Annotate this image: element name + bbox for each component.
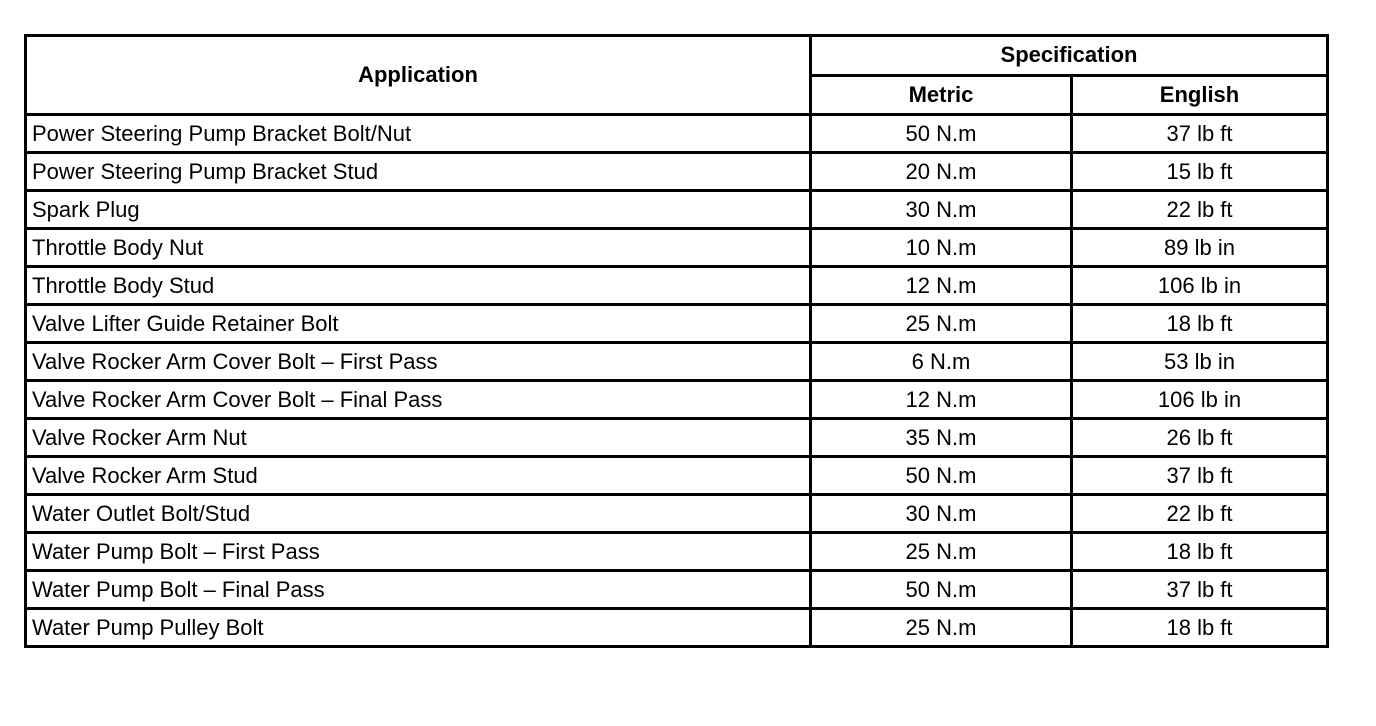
english-cell: 106 lb in <box>1072 381 1328 419</box>
table-row <box>26 419 1328 457</box>
table-row <box>26 115 1328 153</box>
table-body <box>26 115 1328 647</box>
english-cell: 106 lb in <box>1072 267 1328 305</box>
application-cell: Water Outlet Bolt/Stud <box>26 495 811 533</box>
english-cell: 89 lb in <box>1072 229 1328 267</box>
metric-cell: 30 N.m <box>811 495 1072 533</box>
metric-cell: 50 N.m <box>811 571 1072 609</box>
table-row <box>26 267 1328 305</box>
table-row <box>26 609 1328 647</box>
metric-cell: 25 N.m <box>811 533 1072 571</box>
english-cell: 22 lb ft <box>1072 191 1328 229</box>
english-cell: 18 lb ft <box>1072 609 1328 647</box>
table-row <box>26 533 1328 571</box>
application-cell: Valve Rocker Arm Cover Bolt – First Pass <box>26 343 811 381</box>
english-cell: 37 lb ft <box>1072 457 1328 495</box>
application-cell: Water Pump Bolt – Final Pass <box>26 571 811 609</box>
table-row <box>26 191 1328 229</box>
application-cell: Valve Rocker Arm Stud <box>26 457 811 495</box>
table-row <box>26 457 1328 495</box>
application-cell: Water Pump Bolt – First Pass <box>26 533 811 571</box>
application-cell: Throttle Body Stud <box>26 267 811 305</box>
metric-cell: 50 N.m <box>811 115 1072 153</box>
metric-cell: 12 N.m <box>811 267 1072 305</box>
table-row <box>26 571 1328 609</box>
english-header: English <box>1072 75 1328 115</box>
english-cell: 18 lb ft <box>1072 305 1328 343</box>
application-cell: Throttle Body Nut <box>26 229 811 267</box>
table-row <box>26 153 1328 191</box>
table-row <box>26 343 1328 381</box>
table-header <box>26 36 1328 115</box>
table-row <box>26 229 1328 267</box>
table-row <box>26 381 1328 419</box>
application-cell: Power Steering Pump Bracket Bolt/Nut <box>26 115 811 153</box>
metric-cell: 12 N.m <box>811 381 1072 419</box>
metric-cell: 20 N.m <box>811 153 1072 191</box>
metric-cell: 6 N.m <box>811 343 1072 381</box>
metric-cell: 30 N.m <box>811 191 1072 229</box>
application-header: Application <box>26 36 811 115</box>
application-cell: Valve Lifter Guide Retainer Bolt <box>26 305 811 343</box>
english-cell: 26 lb ft <box>1072 419 1328 457</box>
application-cell: Spark Plug <box>26 191 811 229</box>
application-cell: Power Steering Pump Bracket Stud <box>26 153 811 191</box>
metric-cell: 50 N.m <box>811 457 1072 495</box>
application-cell: Valve Rocker Arm Nut <box>26 419 811 457</box>
english-cell: 53 lb in <box>1072 343 1328 381</box>
english-cell: 18 lb ft <box>1072 533 1328 571</box>
metric-cell: 25 N.m <box>811 305 1072 343</box>
application-cell: Valve Rocker Arm Cover Bolt – Final Pass <box>26 381 811 419</box>
metric-cell: 25 N.m <box>811 609 1072 647</box>
english-cell: 37 lb ft <box>1072 115 1328 153</box>
table-row <box>26 495 1328 533</box>
header-row-top <box>26 36 1328 76</box>
metric-cell: 35 N.m <box>811 419 1072 457</box>
english-cell: 37 lb ft <box>1072 571 1328 609</box>
application-cell: Water Pump Pulley Bolt <box>26 609 811 647</box>
specification-header: Specification <box>811 36 1328 76</box>
english-cell: 22 lb ft <box>1072 495 1328 533</box>
metric-header: Metric <box>811 75 1072 115</box>
table-row <box>26 305 1328 343</box>
english-cell: 15 lb ft <box>1072 153 1328 191</box>
metric-cell: 10 N.m <box>811 229 1072 267</box>
torque-spec-table <box>24 34 1329 648</box>
